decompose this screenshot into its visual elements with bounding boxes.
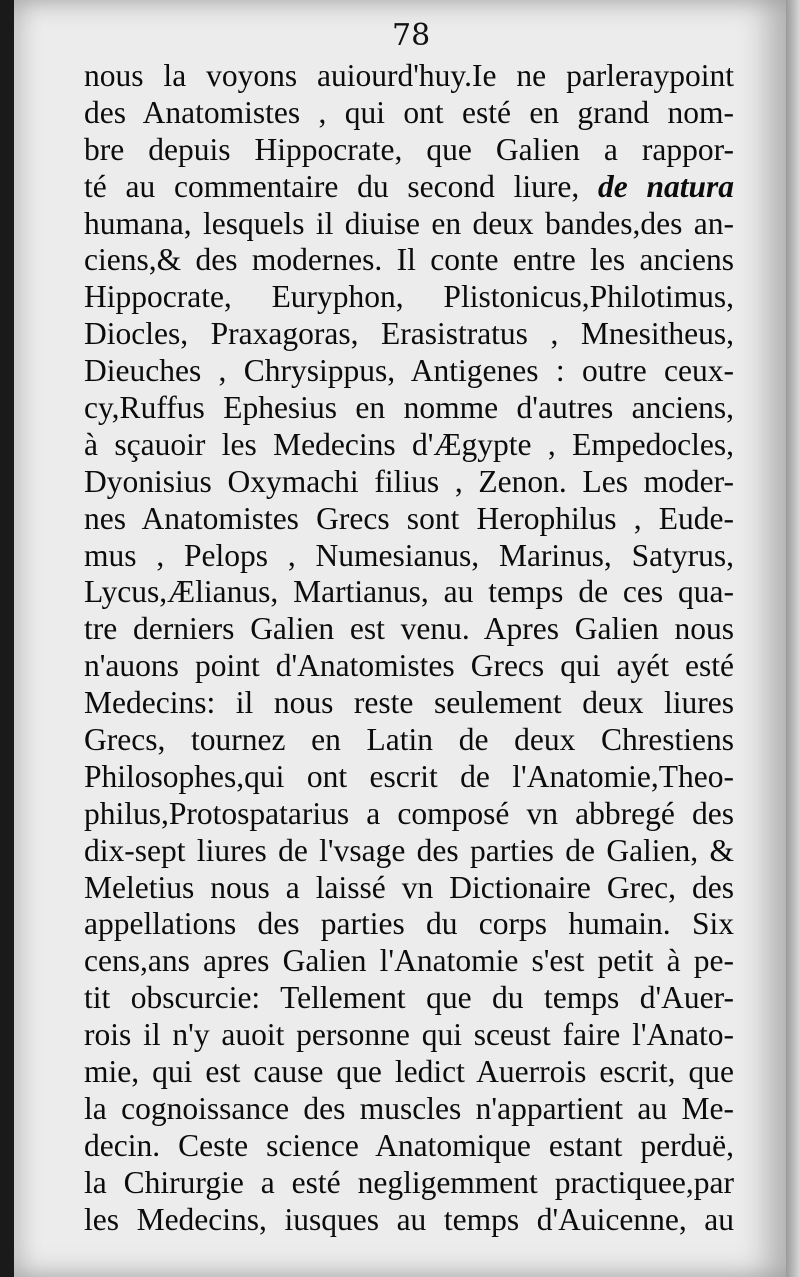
text-line: la cognoissance des muscles n'appartient au Me- <box>84 1090 734 1126</box>
text-line <box>84 169 734 206</box>
book-page <box>14 0 786 1277</box>
text-line: mus , Pelops , Numesianus, Marinus, Satyrus, <box>84 537 734 573</box>
text-line: appellations des parties du corps humain. Six <box>84 906 734 942</box>
text-line: Dieuches , Chrysippus, Antigenes : outre ceux- <box>84 353 734 389</box>
text-line: tit obscurcie: Tellement que du temps d'Auer- <box>84 980 734 1016</box>
text-line: Dyonisius Oxymachi filius , Zenon. Les moder- <box>84 463 734 499</box>
text-line: Philosophes,qui ont escrit de l'Anatomie,Theo- <box>84 758 734 794</box>
text-line: humana, lesquels il diuise en deux bandes,des an- <box>84 205 734 241</box>
text-line: Meletius nous a laissé vn Dictionaire Grec, des <box>84 869 734 905</box>
text-line: rois il n'y auoit personne qui sceust faire l'Anato- <box>84 1017 734 1053</box>
text-line: decin. Ceste science Anatomique estant perduë, <box>84 1127 734 1163</box>
text-line: des Anatomistes , qui ont esté en grand nom- <box>84 94 734 130</box>
text-line: cy,Ruffus Ephesius en nomme d'autres anciens, <box>84 390 734 426</box>
text-line: philus,Protospatarius a composé vn abbregé des <box>84 795 734 831</box>
text-line-start: té au commentaire du second liure, <box>84 168 598 204</box>
text-line: mie, qui est cause que ledict Auerrois escrit, que <box>84 1054 734 1090</box>
body-text <box>84 58 734 1239</box>
text-line: tre derniers Galien est venu. Apres Galien nous <box>84 611 734 647</box>
text-line: Hippocrate, Euryphon, Plistonicus,Philotimus, <box>84 279 734 315</box>
text-line: bre depuis Hippocrate, que Galien a rappor- <box>84 131 734 167</box>
text-line: Lycus,Ælianus, Martianus, au temps de ces qua- <box>84 574 734 610</box>
text-line: les Medecins, iusques au temps d'Auicenne, au <box>84 1201 734 1237</box>
italic-latin-title: de natura <box>597 168 734 204</box>
text-line: n'auons point d'Anatomistes Grecs qui ayét esté <box>84 648 734 684</box>
text-line: nous la voyons auiourd'huy.Ie ne parleraypoint <box>84 58 734 93</box>
text-line: cens,ans apres Galien l'Anatomie s'est petit à pe- <box>84 943 734 979</box>
text-line: Grecs, tournez en Latin de deux Chrestiens <box>84 722 734 758</box>
text-line: Diocles, Praxagoras, Erasistratus , Mnesitheus, <box>84 316 734 352</box>
text-line: dix-sept liures de l'vsage des parties de Galien, & <box>84 832 734 868</box>
text-line: Medecins: il nous reste seulement deux liures <box>84 685 734 721</box>
page-number: 78 <box>392 18 431 53</box>
page-edge-shadow <box>786 0 800 1277</box>
text-line: ciens,& des modernes. Il conte entre les anciens <box>84 242 734 278</box>
text-line: la Chirurgie a esté negligemment practiquee,par <box>84 1164 734 1200</box>
text-line: à sçauoir les Medecins d'Ægypte , Empedocles, <box>84 426 734 462</box>
text-line: nes Anatomistes Grecs sont Herophilus , Eude- <box>84 500 734 536</box>
